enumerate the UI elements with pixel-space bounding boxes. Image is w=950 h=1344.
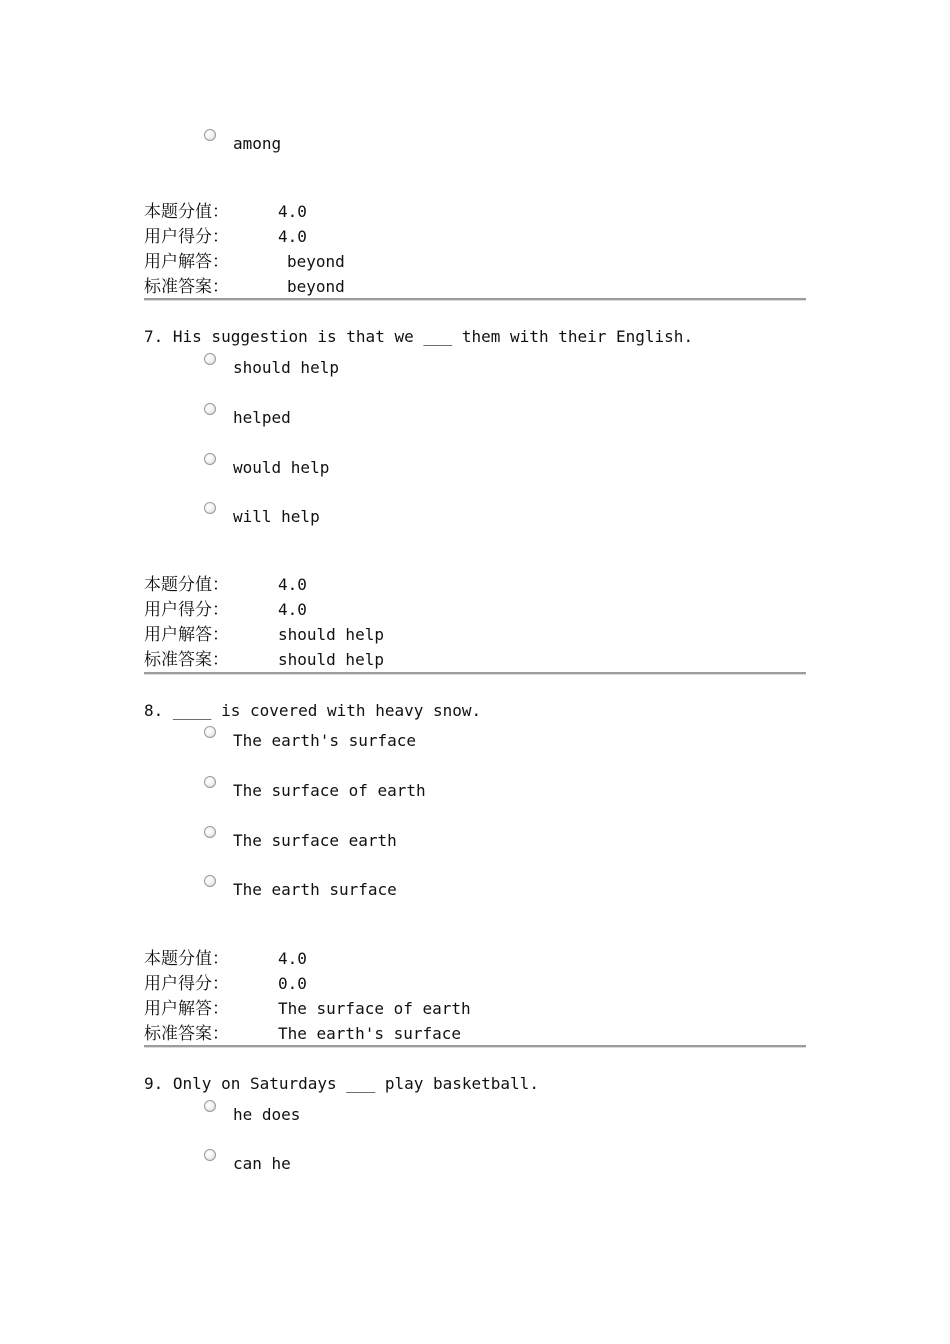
q7-option-1-text: should help bbox=[233, 358, 339, 377]
q7-option-3-text: would help bbox=[233, 458, 330, 477]
q8-user-answer-label: 用户解答： bbox=[144, 999, 229, 1019]
q8-standard-answer: The earth's surface bbox=[278, 1024, 462, 1043]
q8-score-value-label: 本题分值： bbox=[144, 949, 229, 969]
q8-question-text: 8. ____ is covered with heavy snow. bbox=[144, 701, 482, 720]
q8-option-2-text: The surface of earth bbox=[233, 781, 426, 800]
q9-question-text: 9. Only on Saturdays ___ play basketball. bbox=[144, 1074, 539, 1093]
q8-user-answer: The surface of earth bbox=[278, 999, 471, 1018]
radio-q7-option-1[interactable] bbox=[204, 353, 216, 365]
q8-user-score-label: 用户得分： bbox=[144, 974, 229, 994]
radio-q7-option-3[interactable] bbox=[204, 453, 216, 465]
divider-q6 bbox=[144, 298, 806, 301]
q6-user-score-label: 用户得分： bbox=[144, 227, 229, 247]
q7-option-2-text: helped bbox=[233, 408, 291, 427]
radio-q9-option-2[interactable] bbox=[204, 1149, 216, 1161]
radio-q6-option-1[interactable] bbox=[204, 129, 216, 141]
q7-standard-answer-label: 标准答案： bbox=[144, 650, 229, 670]
q7-score-value-label: 本题分值： bbox=[144, 575, 229, 595]
divider-q8 bbox=[144, 1045, 806, 1048]
q6-standard-answer-label: 标准答案： bbox=[144, 277, 229, 297]
q6-user-answer-label: 用户解答： bbox=[144, 252, 229, 272]
q6-score-value-label: 本题分值： bbox=[144, 202, 229, 222]
q9-option-2-text: can he bbox=[233, 1154, 291, 1173]
q6-option-1-text: among bbox=[233, 134, 282, 153]
radio-q9-option-1[interactable] bbox=[204, 1100, 216, 1112]
q6-standard-answer: beyond bbox=[287, 277, 345, 296]
q7-question-text: 7. His suggestion is that we ___ them with their English. bbox=[144, 327, 694, 346]
q7-user-score-label: 用户得分： bbox=[144, 600, 229, 620]
q7-user-score: 4.0 bbox=[278, 600, 307, 619]
q8-score-value: 4.0 bbox=[278, 949, 307, 968]
q7-standard-answer: should help bbox=[278, 650, 384, 669]
q8-option-4-text: The earth surface bbox=[233, 880, 397, 899]
radio-q8-option-4[interactable] bbox=[204, 875, 216, 887]
radio-q7-option-4[interactable] bbox=[204, 502, 216, 514]
radio-q7-option-2[interactable] bbox=[204, 403, 216, 415]
q8-standard-answer-label: 标准答案： bbox=[144, 1024, 229, 1044]
q9-option-1-text: he does bbox=[233, 1105, 301, 1124]
radio-q8-option-1[interactable] bbox=[204, 726, 216, 738]
radio-q8-option-2[interactable] bbox=[204, 776, 216, 788]
q7-user-answer-label: 用户解答： bbox=[144, 625, 229, 645]
q7-user-answer: should help bbox=[278, 625, 384, 644]
q8-user-score: 0.0 bbox=[278, 974, 307, 993]
radio-q8-option-3[interactable] bbox=[204, 826, 216, 838]
divider-q7 bbox=[144, 672, 806, 675]
q8-option-3-text: The surface earth bbox=[233, 831, 397, 850]
q6-user-score: 4.0 bbox=[278, 227, 307, 246]
q7-option-4-text: will help bbox=[233, 507, 320, 526]
q6-score-value: 4.0 bbox=[278, 202, 307, 221]
q6-user-answer: beyond bbox=[287, 252, 345, 271]
q8-option-1-text: The earth's surface bbox=[233, 731, 417, 750]
q7-score-value: 4.0 bbox=[278, 575, 307, 594]
